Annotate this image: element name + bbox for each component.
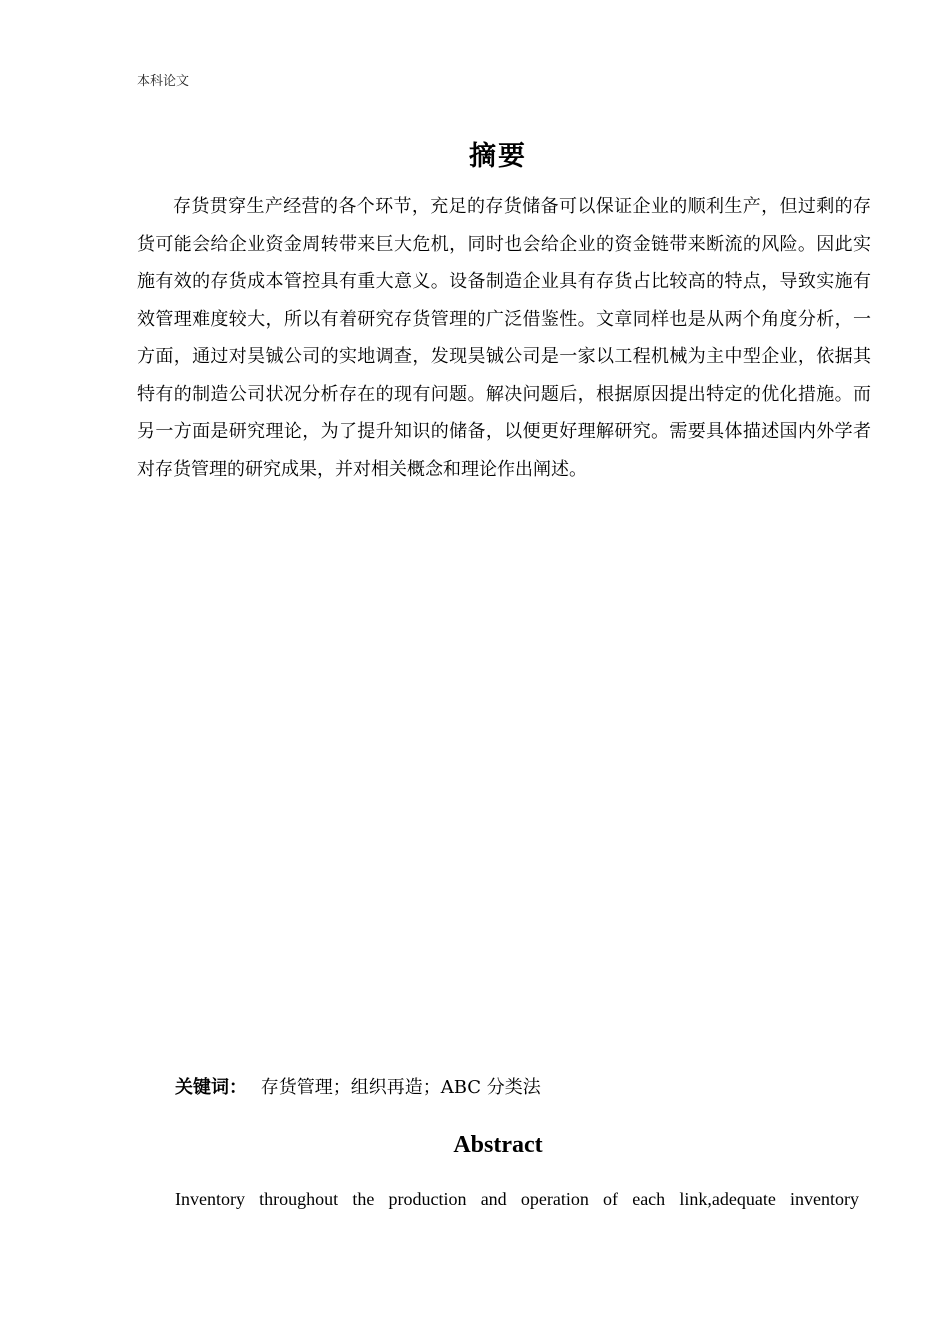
keywords-label: 关键词： bbox=[175, 1077, 247, 1098]
keywords-value: 存货管理；组织再造；ABC 分类法 bbox=[260, 1077, 541, 1098]
abstract-title: 摘要 bbox=[469, 141, 527, 172]
abstract-body-chinese: 存货贯穿生产经营的各个环节，充足的存货储备可以保证企业的顺利生产，但过剩的存货可能会给企业资金周转带来巨大危机，同时也会给企业的资金链带来断流的风险。因此实施有效的存货成本管控具有重大意义。设备制造企业具有存货占比较高的特点，导致实施有效管理难度较大，所以有着研究存货管理的广泛借鉴性。文章同样也是从两个角度分析，一方面，通过对昊铖公司的实地调查，发现昊铖公司是一家以工程机械为主中型企业，依据其特有的制造公司状况分析存在的现有问题。解决问题后，根据原因提出特定的优化措施。而另一方面是研究理论，为了提升知识的储备，以便更好理解研究。需要具体描述国内外学者对存货管理的研究成果，并对相关概念和理论作出阐述。 bbox=[137, 196, 871, 480]
abstract-title-english: Abstract bbox=[453, 1132, 543, 1158]
page-header: 本科论文 bbox=[137, 74, 190, 89]
abstract-body-english: Inventory throughout the production and operation of each link,adequate inventory bbox=[175, 1189, 859, 1209]
keywords-line bbox=[175, 1073, 541, 1099]
